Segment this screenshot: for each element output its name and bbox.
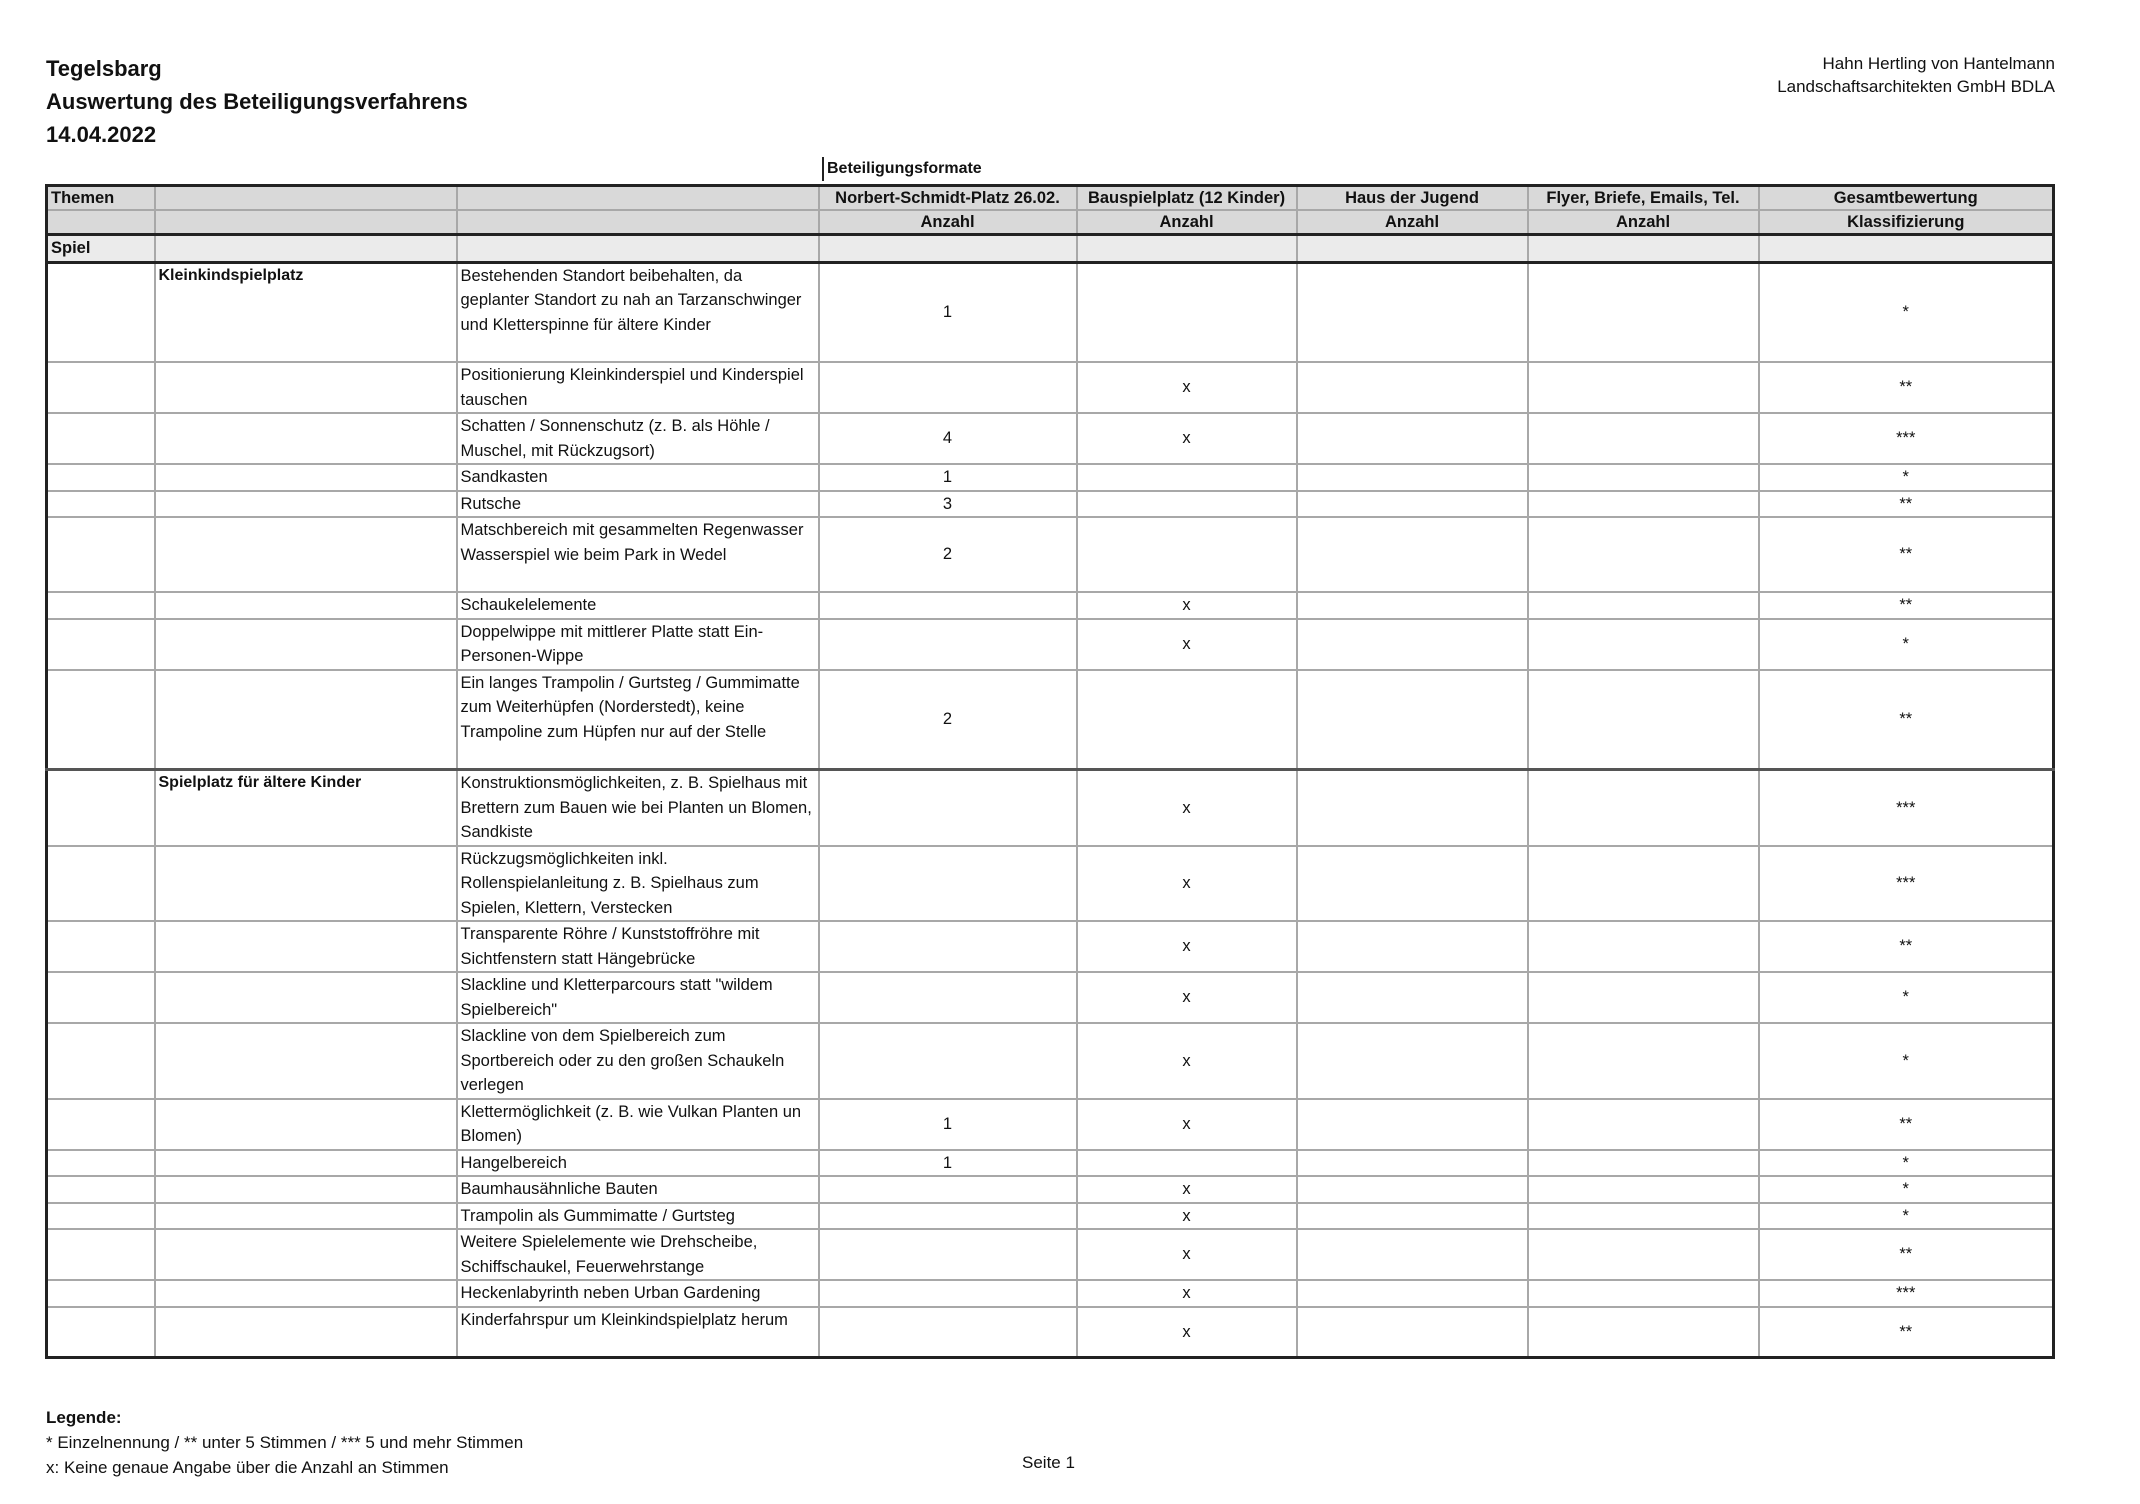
count-bauspielplatz: x [1077,972,1297,1023]
theme-cell [47,770,155,846]
subtopic-cell [155,1280,457,1307]
count-flyer-briefe [1528,1099,1759,1150]
theme-cell [47,491,155,518]
subtopic-cell [155,413,457,464]
count-flyer-briefe [1528,592,1759,619]
count-haus-der-jugend [1297,1229,1528,1280]
count-flyer-briefe [1528,619,1759,670]
theme-cell [47,1099,155,1150]
count-norbert-schmidt-platz: 4 [819,413,1077,464]
count-bauspielplatz [1077,464,1297,491]
count-flyer-briefe [1528,262,1759,362]
header-row-units [47,210,2054,235]
legend-line-x: x: Keine genaue Angabe über die Anzahl an Stimmen [46,1458,449,1477]
table-row [47,491,2054,518]
subtopic-cell [155,972,457,1023]
theme-cell [47,413,155,464]
subtopic-cell [155,670,457,770]
document-title: Tegelsbarg [46,56,162,81]
section-label: Spiel [47,235,155,263]
theme-cell [47,1023,155,1099]
subtopic-cell [155,1099,457,1150]
count-bauspielplatz: x [1077,362,1297,413]
table-row [47,1229,2054,1280]
description-cell: Sandkasten [457,464,819,491]
subtopic-cell [155,619,457,670]
count-haus-der-jugend [1297,1176,1528,1203]
description-cell: Transparente Röhre / Kunststoffröhre mit Sichtfenstern statt Hängebrücke [457,921,819,972]
count-bauspielplatz [1077,1150,1297,1177]
rating-cell: * [1759,464,2054,491]
theme-cell [47,1150,155,1177]
rating-cell: ** [1759,921,2054,972]
theme-cell [47,1307,155,1358]
count-flyer-briefe [1528,1229,1759,1280]
theme-cell [47,1280,155,1307]
count-bauspielplatz [1077,491,1297,518]
description-cell: Slackline und Kletterparcours statt "wildem Spielbereich" [457,972,819,1023]
count-bauspielplatz: x [1077,1099,1297,1150]
table-row [47,972,2054,1023]
table-row [47,1176,2054,1203]
theme-cell [47,619,155,670]
rating-cell: ** [1759,362,2054,413]
header-cell: Norbert-Schmidt-Platz 26.02. [819,186,1077,211]
count-haus-der-jugend [1297,1023,1528,1099]
rating-cell: *** [1759,846,2054,922]
header-unit-cell: Klassifizierung [1759,210,2054,235]
theme-cell [47,1229,155,1280]
count-norbert-schmidt-platz: 2 [819,517,1077,592]
subtopic-cell [155,1176,457,1203]
count-norbert-schmidt-platz [819,1023,1077,1099]
description-cell: Baumhausähnliche Bauten [457,1176,819,1203]
count-flyer-briefe [1528,517,1759,592]
subtopic-cell [155,846,457,922]
table-row [47,670,2054,770]
count-norbert-schmidt-platz [819,921,1077,972]
count-norbert-schmidt-platz: 1 [819,262,1077,362]
rating-cell: ** [1759,592,2054,619]
header-row-formats [47,186,2054,211]
description-cell: Schatten / Sonnenschutz (z. B. als Höhle / Muschel, mit Rückzugsort) [457,413,819,464]
theme-cell [47,262,155,362]
count-norbert-schmidt-platz [819,1203,1077,1230]
table-row [47,1099,2054,1150]
subtopic-cell [155,1229,457,1280]
count-haus-der-jugend [1297,670,1528,770]
rating-cell: * [1759,262,2054,362]
count-haus-der-jugend [1297,770,1528,846]
subtopic-cell: Kleinkindspielplatz [155,262,457,362]
rating-cell: * [1759,1203,2054,1230]
count-bauspielplatz [1077,262,1297,362]
legend [46,1405,523,1480]
count-bauspielplatz: x [1077,619,1297,670]
count-flyer-briefe [1528,921,1759,972]
theme-cell [47,464,155,491]
table-row [47,592,2054,619]
legend-title: Legende: [46,1408,122,1427]
description-cell: Schaukelelemente [457,592,819,619]
count-norbert-schmidt-platz: 1 [819,464,1077,491]
count-bauspielplatz: x [1077,1023,1297,1099]
rating-cell: ** [1759,670,2054,770]
count-flyer-briefe [1528,770,1759,846]
formats-label: Beteiligungsformate [822,157,1082,181]
count-haus-der-jugend [1297,413,1528,464]
rating-cell: * [1759,619,2054,670]
count-haus-der-jugend [1297,921,1528,972]
theme-cell [47,1176,155,1203]
count-flyer-briefe [1528,362,1759,413]
rating-cell: *** [1759,1280,2054,1307]
count-bauspielplatz: x [1077,921,1297,972]
header-unit-cell: Anzahl [1077,210,1297,235]
count-flyer-briefe [1528,413,1759,464]
count-haus-der-jugend [1297,619,1528,670]
section-empty-cell [1759,235,2054,263]
count-norbert-schmidt-platz: 3 [819,491,1077,518]
header-unit-cell: Anzahl [1297,210,1528,235]
rating-cell: *** [1759,770,2054,846]
header-cell: Themen [47,186,155,211]
description-cell: Slackline von dem Spielbereich zum Sportbereich oder zu den großen Schaukeln verlegen [457,1023,819,1099]
header-cell [457,186,819,211]
count-bauspielplatz: x [1077,1229,1297,1280]
count-haus-der-jugend [1297,846,1528,922]
table-row [47,1150,2054,1177]
table-row [47,413,2054,464]
count-norbert-schmidt-platz: 2 [819,670,1077,770]
table-row [47,362,2054,413]
count-bauspielplatz: x [1077,1307,1297,1358]
theme-cell [47,670,155,770]
count-haus-der-jugend [1297,1099,1528,1150]
table-row [47,517,2054,592]
header-cell: Gesamtbewertung [1759,186,2054,211]
rating-cell: ** [1759,517,2054,592]
count-norbert-schmidt-platz [819,972,1077,1023]
count-flyer-briefe [1528,1150,1759,1177]
document-subtitle: Auswertung des Beteiligungsverfahrens [46,89,468,114]
count-norbert-schmidt-platz [819,846,1077,922]
header-cell: Bauspielplatz (12 Kinder) [1077,186,1297,211]
description-cell: Ein langes Trampolin / Gurtsteg / Gummimatte zum Weiterhüpfen (Norderstedt), keine Trampoline zum Hüpfen nur auf der Stelle [457,670,819,770]
table-row [47,619,2054,670]
header-unit-cell: Anzahl [1528,210,1759,235]
description-cell: Rückzugsmöglichkeiten inkl. Rollenspielanleitung z. B. Spielhaus zum Spielen, Klettern, Verstecken [457,846,819,922]
description-cell: Konstruktionsmöglichkeiten, z. B. Spielhaus mit Brettern zum Bauen wie bei Planten un Blomen, Sandkiste [457,770,819,846]
subtopic-cell [155,1307,457,1358]
count-norbert-schmidt-platz [819,362,1077,413]
company-name: Hahn Hertling von Hantelmann [1822,54,2055,73]
section-empty-cell [457,235,819,263]
subtopic-cell [155,517,457,592]
description-cell: Trampolin als Gummimatte / Gurtsteg [457,1203,819,1230]
rating-cell: ** [1759,1307,2054,1358]
section-empty-cell [1077,235,1297,263]
description-cell: Doppelwippe mit mittlerer Platte statt Ein-Personen-Wippe [457,619,819,670]
count-flyer-briefe [1528,1023,1759,1099]
header-cell: Flyer, Briefe, Emails, Tel. [1528,186,1759,211]
count-flyer-briefe [1528,1203,1759,1230]
description-cell: Kinderfahrspur um Kleinkindspielplatz herum [457,1307,819,1358]
description-cell: Weitere Spielelemente wie Drehscheibe, Schiffschaukel, Feuerwehrstange [457,1229,819,1280]
header-unit-cell [457,210,819,235]
header-unit-cell [155,210,457,235]
header-unit-cell: Anzahl [819,210,1077,235]
count-norbert-schmidt-platz [819,770,1077,846]
count-bauspielplatz: x [1077,1203,1297,1230]
theme-cell [47,1203,155,1230]
count-flyer-briefe [1528,670,1759,770]
rating-cell: * [1759,972,2054,1023]
subtopic-cell [155,362,457,413]
table-row [47,770,2054,846]
header-cell: Haus der Jugend [1297,186,1528,211]
section-empty-cell [819,235,1077,263]
rating-cell: * [1759,1150,2054,1177]
company-block [1777,52,2055,98]
theme-cell [47,592,155,619]
count-bauspielplatz: x [1077,1176,1297,1203]
table-row [47,1023,2054,1099]
subtopic-cell [155,592,457,619]
description-cell: Heckenlabyrinth neben Urban Gardening [457,1280,819,1307]
count-bauspielplatz: x [1077,770,1297,846]
count-haus-der-jugend [1297,517,1528,592]
section-row [47,235,2054,263]
company-subtitle: Landschaftsarchitekten GmbH BDLA [1777,77,2055,96]
section-empty-cell [1297,235,1528,263]
rating-cell: * [1759,1023,2054,1099]
count-haus-der-jugend [1297,1280,1528,1307]
count-bauspielplatz [1077,670,1297,770]
subtopic-cell [155,464,457,491]
document-title-block [46,52,468,151]
header-unit-cell [47,210,155,235]
count-bauspielplatz: x [1077,846,1297,922]
count-haus-der-jugend [1297,1307,1528,1358]
count-norbert-schmidt-platz [819,592,1077,619]
table-row [47,921,2054,972]
count-flyer-briefe [1528,972,1759,1023]
theme-cell [47,362,155,413]
count-bauspielplatz: x [1077,413,1297,464]
count-flyer-briefe [1528,1280,1759,1307]
count-haus-der-jugend [1297,1203,1528,1230]
subtopic-cell: Spielplatz für ältere Kinder [155,770,457,846]
count-haus-der-jugend [1297,362,1528,413]
count-flyer-briefe [1528,1176,1759,1203]
page-number: Seite 1 [1022,1453,1075,1472]
subtopic-cell [155,921,457,972]
header-cell [155,186,457,211]
count-flyer-briefe [1528,846,1759,922]
table-row [47,846,2054,922]
subtopic-cell [155,1023,457,1099]
section-empty-cell [1528,235,1759,263]
count-norbert-schmidt-platz [819,619,1077,670]
subtopic-cell [155,1203,457,1230]
description-cell: Positionierung Kleinkinderspiel und Kinderspiel tauschen [457,362,819,413]
document-date: 14.04.2022 [46,122,157,147]
count-norbert-schmidt-platz: 1 [819,1150,1077,1177]
rating-cell: ** [1759,1229,2054,1280]
legend-line-rating: * Einzelnennung / ** unter 5 Stimmen / *** 5 und mehr Stimmen [46,1433,524,1452]
count-haus-der-jugend [1297,464,1528,491]
count-bauspielplatz [1077,517,1297,592]
count-bauspielplatz: x [1077,592,1297,619]
table-row [47,464,2054,491]
theme-cell [47,972,155,1023]
theme-cell [47,846,155,922]
count-haus-der-jugend [1297,592,1528,619]
count-bauspielplatz: x [1077,1280,1297,1307]
subtopic-cell [155,491,457,518]
rating-cell: ** [1759,491,2054,518]
count-haus-der-jugend [1297,1150,1528,1177]
count-flyer-briefe [1528,491,1759,518]
table-row [47,1203,2054,1230]
count-norbert-schmidt-platz [819,1307,1077,1358]
description-cell: Klettermöglichkeit (z. B. wie Vulkan Planten un Blomen) [457,1099,819,1150]
description-cell: Matschbereich mit gesammelten Regenwasser Wasserspiel wie beim Park in Wedel [457,517,819,592]
theme-cell [47,517,155,592]
rating-cell: *** [1759,413,2054,464]
rating-cell: * [1759,1176,2054,1203]
description-cell: Rutsche [457,491,819,518]
table-row [47,1280,2054,1307]
count-flyer-briefe [1528,464,1759,491]
table-row [47,262,2054,362]
count-haus-der-jugend [1297,491,1528,518]
count-haus-der-jugend [1297,972,1528,1023]
table-row [47,1307,2054,1358]
count-haus-der-jugend [1297,262,1528,362]
theme-cell [47,921,155,972]
count-norbert-schmidt-platz [819,1229,1077,1280]
rating-cell: ** [1759,1099,2054,1150]
subtopic-cell [155,1150,457,1177]
evaluation-table [45,184,2055,1359]
section-empty-cell [155,235,457,263]
description-cell: Bestehenden Standort beibehalten, da geplanter Standort zu nah an Tarzanschwinger und Kletterspinne für ältere Kinder [457,262,819,362]
count-flyer-briefe [1528,1307,1759,1358]
count-norbert-schmidt-platz [819,1280,1077,1307]
description-cell: Hangelbereich [457,1150,819,1177]
count-norbert-schmidt-platz: 1 [819,1099,1077,1150]
count-norbert-schmidt-platz [819,1176,1077,1203]
